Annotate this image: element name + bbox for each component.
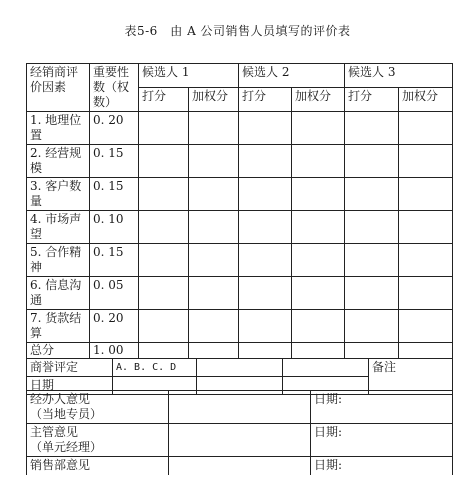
evaluation-table <box>26 63 453 359</box>
score-cell <box>139 178 189 211</box>
rating-value: A. B. C. D <box>113 359 197 377</box>
opinion-label <box>27 424 169 457</box>
factor-weight: 0. 20 <box>90 310 139 343</box>
table-row <box>27 244 453 277</box>
weighted-cell <box>189 277 239 310</box>
table-row <box>27 310 453 343</box>
candidate-1-header: 候选人 1 <box>139 64 239 88</box>
score-cell <box>239 145 292 178</box>
weighted-cell <box>189 112 239 145</box>
opinion-content <box>169 391 311 424</box>
weighted-cell <box>292 178 345 211</box>
score-cell <box>239 277 292 310</box>
table-row <box>27 211 453 244</box>
weighted-cell <box>292 112 345 145</box>
score-header: 打分 <box>345 88 399 112</box>
score-cell <box>345 310 399 343</box>
total-row <box>27 343 453 359</box>
score-cell <box>139 310 189 343</box>
opinion-subtitle: （单元经理） <box>30 440 103 454</box>
weighted-cell <box>292 145 345 178</box>
weighted-cell <box>189 178 239 211</box>
factor-weight: 0. 15 <box>90 145 139 178</box>
weighted-cell <box>189 145 239 178</box>
factor-name: 2. 经营规模 <box>27 145 90 178</box>
factor-weight: 0. 05 <box>90 277 139 310</box>
score-cell <box>139 145 189 178</box>
weighted-cell <box>292 310 345 343</box>
score-cell <box>239 310 292 343</box>
factor-name: 7. 货款结算 <box>27 310 90 343</box>
opinion-date: 日期: <box>311 457 453 476</box>
opinion-table <box>26 390 453 475</box>
table-row <box>27 277 453 310</box>
factor-name: 6. 信息沟通 <box>27 277 90 310</box>
weighted-cell <box>399 211 453 244</box>
opinion-row <box>27 457 453 476</box>
score-cell <box>139 211 189 244</box>
score-cell <box>239 178 292 211</box>
opinion-date: 日期: <box>311 391 453 424</box>
factor-name: 1. 地理位置 <box>27 112 90 145</box>
weighted-header: 加权分 <box>189 88 239 112</box>
weighted-cell <box>189 244 239 277</box>
factor-weight: 0. 15 <box>90 244 139 277</box>
weighted-cell <box>189 211 239 244</box>
table-title: 表5-6 由 A 公司销售人员填写的评价表 <box>124 24 351 38</box>
score-cell <box>139 112 189 145</box>
opinion-subtitle: （当地专员） <box>30 407 103 421</box>
weighted-cell <box>189 310 239 343</box>
weighted-cell <box>292 277 345 310</box>
factor-name: 5. 合作精神 <box>27 244 90 277</box>
score-header: 打分 <box>239 88 292 112</box>
weighted-header: 加权分 <box>399 88 453 112</box>
score-cell <box>345 112 399 145</box>
weighted-cell <box>399 178 453 211</box>
candidate-2-header: 候选人 2 <box>239 64 345 88</box>
score-cell <box>239 211 292 244</box>
weighted-header: 加权分 <box>292 88 345 112</box>
score-cell <box>139 277 189 310</box>
opinion-content <box>169 457 311 476</box>
factor-weight: 0. 20 <box>90 112 139 145</box>
table-row <box>27 178 453 211</box>
weighted-cell <box>292 211 345 244</box>
opinion-label <box>27 457 169 476</box>
factor-weight: 0. 15 <box>90 178 139 211</box>
score-cell <box>345 244 399 277</box>
date-label: 日期 <box>27 377 113 395</box>
weighted-cell <box>399 145 453 178</box>
weighted-cell <box>292 244 345 277</box>
table-row <box>27 112 453 145</box>
opinion-label <box>27 391 169 424</box>
remark-label: 备注 <box>369 359 453 395</box>
factor-name: 3. 客户数量 <box>27 178 90 211</box>
weight-header: 重要性数（权数） <box>90 64 139 112</box>
opinion-row <box>27 424 453 457</box>
opinion-title: 经办人意见 <box>30 392 91 406</box>
table-row <box>27 145 453 178</box>
opinion-content <box>169 424 311 457</box>
score-cell <box>345 178 399 211</box>
weighted-cell <box>399 277 453 310</box>
factor-weight: 0. 10 <box>90 211 139 244</box>
factor-name: 4. 市场声望 <box>27 211 90 244</box>
score-cell <box>345 145 399 178</box>
score-cell <box>345 277 399 310</box>
candidate-3-header: 候选人 3 <box>345 64 453 88</box>
score-cell <box>139 244 189 277</box>
opinion-row <box>27 391 453 424</box>
rating-label: 商誉评定 <box>27 359 113 377</box>
rating-row <box>27 359 453 377</box>
opinion-title: 主管意见 <box>30 425 79 439</box>
header-row <box>27 64 453 88</box>
weighted-cell <box>399 310 453 343</box>
score-header: 打分 <box>139 88 189 112</box>
factor-header: 经销商评价因素 <box>27 64 90 112</box>
score-cell <box>239 244 292 277</box>
weighted-cell <box>399 112 453 145</box>
opinion-title: 销售部意见 <box>30 458 91 472</box>
weighted-cell <box>399 244 453 277</box>
total-label: 总分 <box>27 343 90 359</box>
total-weight: 1. 00 <box>90 343 139 359</box>
score-cell <box>239 112 292 145</box>
opinion-date: 日期: <box>311 424 453 457</box>
score-cell <box>345 211 399 244</box>
